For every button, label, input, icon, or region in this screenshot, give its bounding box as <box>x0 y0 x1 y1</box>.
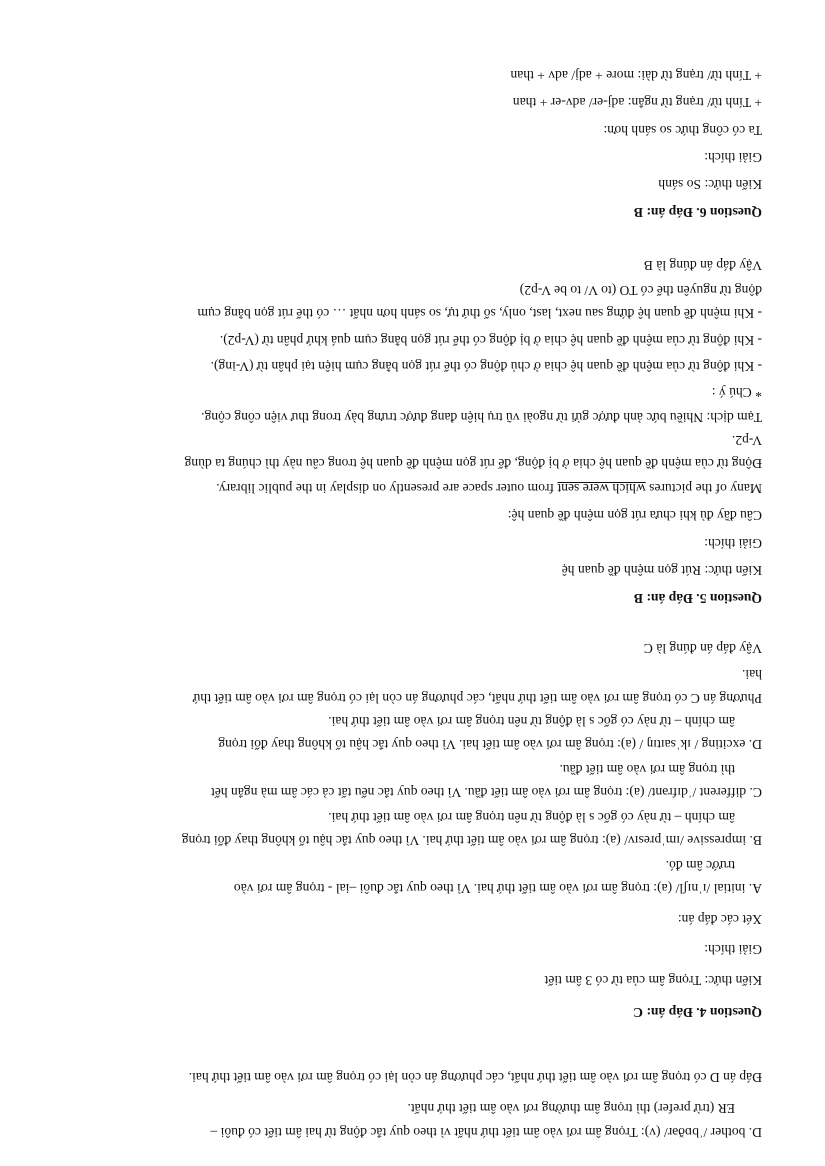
q5-note-line1: Động từ của mệnh đề quan hệ chia ở bị động, để rút gọn mệnh đề quan hệ trong câu này thì chúng ta dùng <box>184 456 762 471</box>
q5-rule-infinitive-line2: động từ nguyên thể có TO (to V/ to be V-p2) <box>519 283 762 298</box>
prev-option-d-line1: D. bother /ˈbɒðər/ (v): Trọng âm rơi vào âm tiết thứ nhất vì theo quy tắc động từ hai âm tiết có đuôi – <box>210 1125 762 1140</box>
q5-full-sentence <box>216 480 762 496</box>
q4-option-d-line1: D. exciting / ɪkˈsaɪtɪŋ / (a): trọng âm rơi vào âm tiết hai. Vì theo quy tắc hậu tố không thay đổi trọng <box>218 737 762 752</box>
prev-option-d-line2: ER (trừ prefer) thì trọng âm thường rơi vào âm tiết thứ nhất. <box>407 1101 735 1116</box>
q4-explain-label: Giải thích: <box>704 942 762 957</box>
q5-answer: Vậy đáp án đúng là B <box>643 258 762 273</box>
q4-option-a-line1: A. initial /ɪˈnɪʃl/ (a): trọng âm rơi vào âm tiết thứ hai. Vì theo quy tắc đuôi –ial - trọng âm rơi vào <box>233 881 762 896</box>
q6-knowledge: Kiến thức: So sánh <box>658 177 762 192</box>
q6-formula-intro: Ta có công thức so sánh hơn: <box>603 123 762 138</box>
q4-option-c-line1: C. different /ˈdɪfrənt/ (a): trọng âm rơi vào âm tiết đầu. Vì theo quy tắc nếu tất cả các âm mà ngắn hết <box>211 785 762 800</box>
q5-heading: Question 5. Đáp án: B <box>633 591 762 606</box>
q4-option-b-line2: âm chính – từ này có gốc s là động từ nên trọng âm rơi vào âm tiết thứ hai. <box>328 810 735 825</box>
q4-option-c-line2: thì trọng âm rơi vào âm tiết đầu. <box>559 762 735 777</box>
q5-sentence-start: Many of the pictures <box>645 481 762 496</box>
q5-rule-infinitive-line1: - Khi mệnh đề quan hệ đứng sau next, last, only, số thứ tự, so sánh hơn nhất … có thể rút gọn bằng cụm <box>197 306 762 321</box>
q4-option-d-line2: âm chính – từ này có gốc s là động từ nên trọng âm rơi vào âm tiết thứ hai. <box>328 714 735 729</box>
q4-option-b-line1: B. impressive /ɪmˈpresɪv/ (a): trọng âm rơi vào âm tiết thứ hai. Vì theo quy tắc hậu tố không thay đổi trọng <box>181 833 762 848</box>
q6-long-adj-formula: + Tính từ/ trạng từ dài: more + adj/ adv + than <box>510 68 762 83</box>
q5-rule-active: - Khi động từ của mệnh đề quan hệ chia ở chủ động có thể rút gọn bằng cụm hiện tại phân từ (V-ing). <box>210 359 762 374</box>
q6-short-adj-formula: + Tính từ/ trạng từ ngắn: adj-er/ adv-er + than <box>512 95 762 110</box>
q4-answer: Vậy đáp án đúng là C <box>643 641 762 656</box>
q5-rule-passive: - Khi động từ của mệnh đề quan hệ chia ở bị động có thể rút gọn bằng cụm quá khứ phân từ (V-p2). <box>219 333 762 348</box>
prev-conclusion: Đáp án D có trọng âm rơi vào âm tiết thứ nhất, các phương án còn lại có trọng âm rơi vào âm tiết thứ hai. <box>188 1070 762 1085</box>
q4-heading: Question 4. Đáp án: C <box>633 1005 762 1020</box>
q4-consider: Xét các đáp án: <box>677 912 762 927</box>
q6-explain-label: Giải thích: <box>704 150 762 165</box>
q5-translation: Tạm dịch: Nhiều bức ảnh được gửi từ ngoài vũ trụ hiện đang được trưng bày trong thư viện công cộng. <box>201 410 762 425</box>
q5-sentence-underlined-clause: which were sent <box>557 481 646 496</box>
q5-full-clause-label: Câu đầy đủ khi chưa rút gọn mệnh đề quan hệ: <box>507 508 762 523</box>
q5-note-line2: V-p2. <box>731 433 762 448</box>
q5-caution-label: * Chú ý : <box>711 385 762 400</box>
q5-explain-label: Giải thích: <box>704 536 762 551</box>
q4-knowledge: Kiến thức: Trọng âm của từ có 3 âm tiết <box>544 973 762 988</box>
q4-summary-line1: Phương án C có trọng âm rơi vào âm tiết thứ nhất, các phương án còn lại có trọng âm rơi vào âm tiết thứ <box>193 691 762 706</box>
q4-summary-line2: hai. <box>741 667 762 682</box>
q6-heading: Question 6. Đáp án: B <box>633 205 762 220</box>
q4-option-a-line2: trước âm đó. <box>665 858 735 873</box>
q5-sentence-end: from outer space are presently on display in the public library. <box>216 481 558 496</box>
q5-knowledge: Kiến thức: Rút gọn mệnh đề quan hệ <box>561 563 762 578</box>
